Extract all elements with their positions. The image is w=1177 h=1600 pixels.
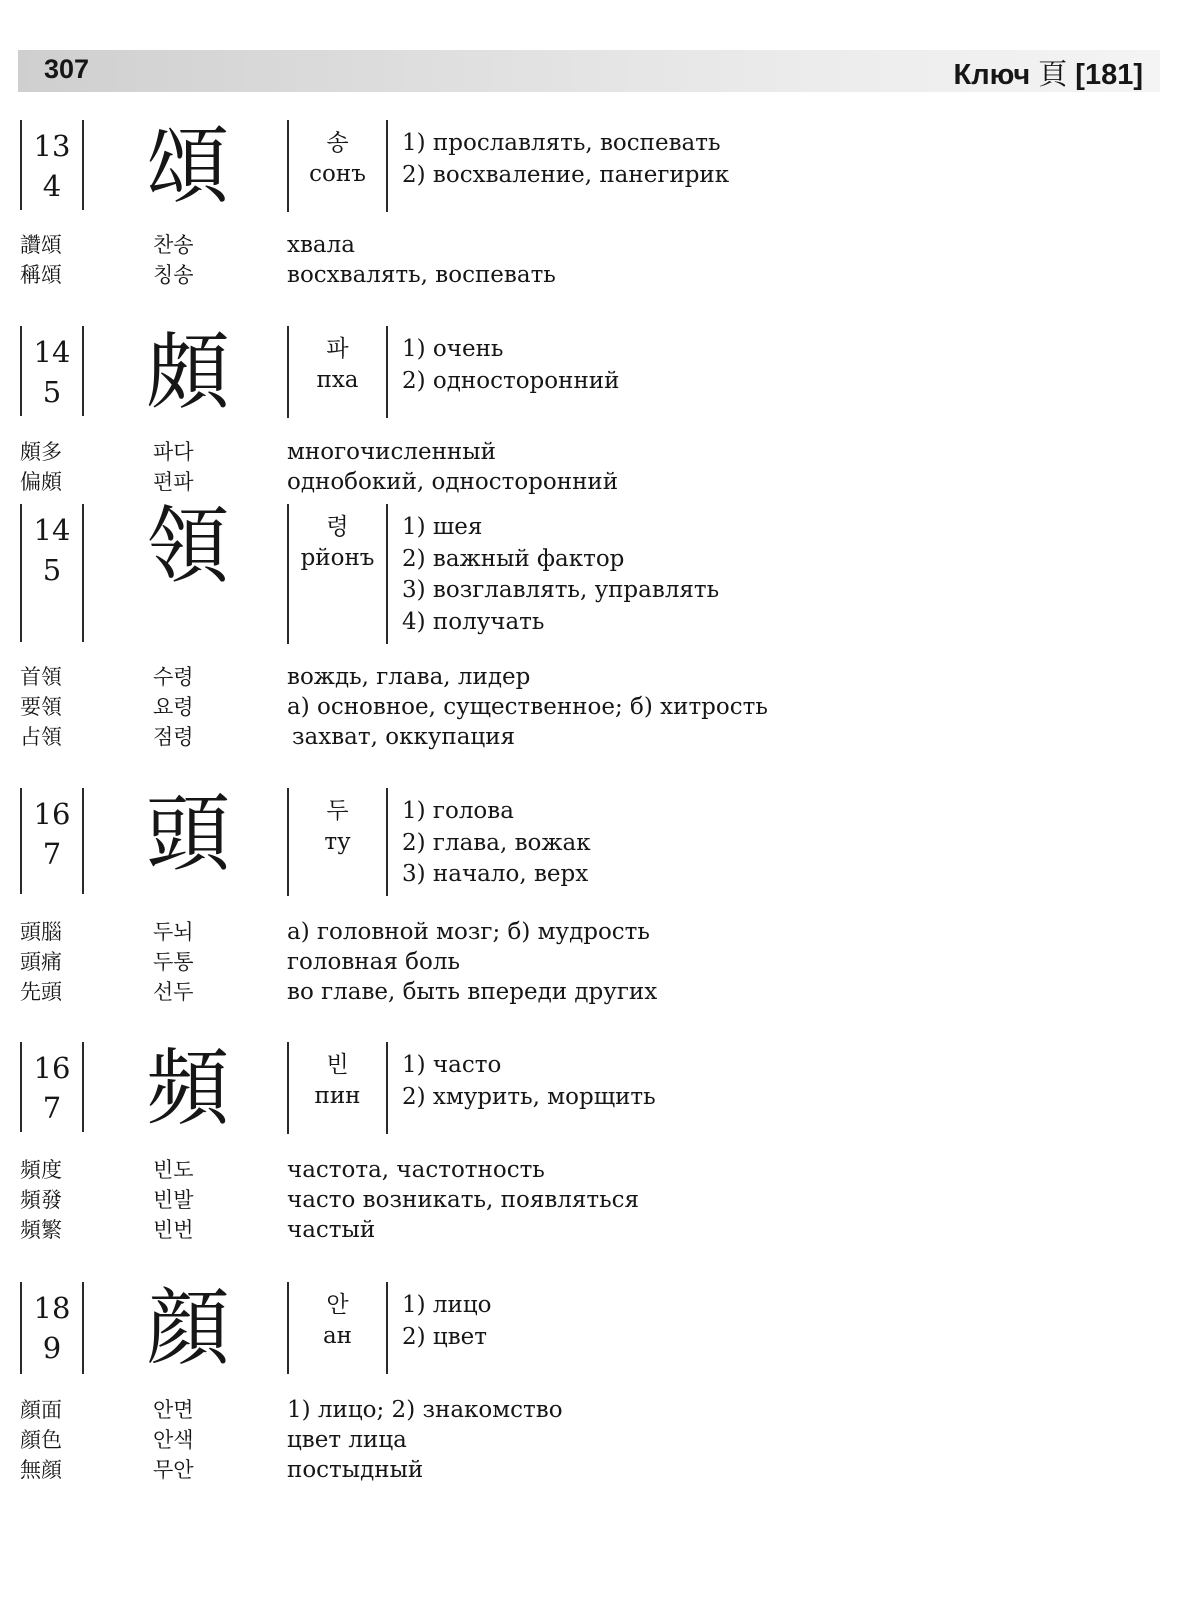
compound-translation: а) головной мозг; б) мудрость [287, 919, 650, 945]
transliteration: ту [324, 829, 351, 855]
compound-hanzi: 頭痛 [20, 950, 62, 974]
extra-strokes: 5 [42, 375, 62, 409]
compound-hangul: 두통 [153, 950, 194, 974]
compound-translation: захват, оккупация [292, 724, 516, 750]
total-strokes: 16 [33, 797, 71, 831]
compound-row [0, 230, 1177, 260]
compound-hanzi: 頭腦 [20, 920, 62, 944]
meaning: 3) возглавлять, управлять [402, 577, 720, 603]
extra-strokes: 5 [42, 553, 62, 587]
compound-translation: а) основное, существенное; б) хитрость [287, 694, 768, 720]
compound-row [0, 977, 1177, 1007]
meaning: 1) прославлять, воспевать [402, 130, 721, 156]
compound-hanzi: 先頭 [20, 980, 62, 1004]
meanings-list [402, 512, 719, 638]
compound-hanzi: 偏頗 [20, 470, 62, 494]
compound-list [0, 917, 1177, 1007]
meaning: 2) глава, вожак [402, 829, 591, 856]
compound-hangul: 파다 [153, 440, 194, 464]
compound-hangul: 선두 [153, 980, 194, 1004]
meanings-list [402, 1050, 656, 1113]
meaning: 2) цвет [402, 1323, 487, 1350]
compound-hangul: 빈도 [153, 1158, 194, 1182]
compound-hangul: 편파 [153, 470, 194, 494]
total-strokes: 14 [33, 335, 71, 369]
compound-list [0, 662, 1177, 752]
key-radical-char: 頁 [1038, 57, 1068, 91]
compound-hangul: 두뇌 [153, 920, 194, 944]
meaning: 1) лицо [402, 1292, 492, 1318]
compound-row [0, 692, 1177, 722]
key-radical-number: [181] [1075, 59, 1143, 91]
compound-hangul: 무안 [153, 1458, 194, 1482]
hangul-reading: 두 [326, 798, 349, 824]
compound-translation: вождь, глава, лидер [287, 664, 531, 690]
compound-translation: часто возникать, появляться [287, 1187, 640, 1213]
compound-hangul: 안색 [153, 1428, 194, 1452]
reading-box [287, 326, 388, 418]
compound-row [0, 947, 1177, 977]
meaning: 1) шея [402, 514, 483, 540]
compound-row [0, 1395, 1177, 1425]
hangul-reading: 안 [326, 1292, 349, 1318]
compound-hanzi: 無顔 [20, 1458, 62, 1482]
reading-box [287, 1042, 388, 1134]
compound-list [0, 437, 1177, 497]
compound-row [0, 917, 1177, 947]
meaning: 4) получать [402, 608, 545, 635]
total-strokes: 14 [33, 513, 71, 547]
compound-list [0, 1155, 1177, 1245]
compound-row [0, 662, 1177, 692]
compound-translation: хвала [287, 232, 355, 258]
meaning: 2) односторонний [402, 367, 620, 394]
extra-strokes: 7 [42, 1091, 62, 1125]
compound-row [0, 260, 1177, 290]
stroke-count-box [20, 1042, 84, 1132]
headword-character: 頭 [145, 785, 230, 883]
hangul-reading: 송 [326, 130, 349, 156]
stroke-count-box [20, 504, 84, 642]
total-strokes: 16 [33, 1051, 71, 1085]
compound-hangul: 점령 [153, 725, 194, 749]
headword-character: 頗 [145, 323, 230, 421]
hangul-reading: 빈 [326, 1052, 349, 1078]
compound-translation: частый [287, 1217, 376, 1243]
transliteration: пин [314, 1083, 361, 1109]
compound-hanzi: 頻發 [20, 1188, 62, 1212]
compound-row [0, 1215, 1177, 1245]
total-strokes: 13 [33, 129, 71, 163]
compound-hangul: 칭송 [153, 263, 194, 287]
compound-hangul: 찬송 [153, 233, 194, 257]
transliteration: сонъ [309, 161, 366, 187]
compound-translation: постыдный [287, 1457, 424, 1483]
radical-key-label [954, 52, 1143, 93]
transliteration: пха [316, 367, 359, 393]
compound-translation: 1) лицо; 2) знакомство [287, 1397, 563, 1423]
compound-hanzi: 占領 [20, 725, 62, 749]
stroke-count-box [20, 326, 84, 416]
page-number: 307 [44, 54, 90, 84]
headword-character: 顔 [145, 1279, 230, 1377]
meaning: 2) восхваление, панегирик [402, 161, 730, 188]
reading-box [287, 788, 388, 896]
meaning: 1) часто [402, 1052, 502, 1078]
compound-hanzi: 顔面 [20, 1398, 62, 1422]
compound-row [0, 437, 1177, 467]
compound-row [0, 1425, 1177, 1455]
compound-row [0, 1455, 1177, 1485]
compound-translation: частота, частотность [287, 1157, 545, 1183]
compound-hanzi: 頻度 [20, 1158, 62, 1182]
compound-translation: однобокий, односторонний [287, 469, 619, 495]
compound-hangul: 요령 [153, 695, 194, 719]
compound-row [0, 467, 1177, 497]
meaning: 1) голова [402, 798, 514, 824]
compound-row [0, 1185, 1177, 1215]
compound-list [0, 1395, 1177, 1485]
compound-hanzi: 稱頌 [20, 263, 62, 287]
compound-hanzi: 首領 [20, 665, 62, 689]
compound-hangul: 빈번 [153, 1218, 194, 1242]
compound-hanzi: 讚頌 [20, 233, 62, 257]
meaning: 2) хмурить, морщить [402, 1083, 656, 1110]
hangul-reading: 령 [326, 514, 349, 540]
compound-hanzi: 頻繁 [20, 1218, 62, 1242]
meaning: 3) начало, верх [402, 861, 589, 887]
extra-strokes: 9 [42, 1331, 62, 1365]
compound-translation: многочисленный [287, 439, 496, 465]
compound-hanzi: 要領 [20, 695, 62, 719]
headword-character: 頌 [145, 117, 230, 215]
compound-hangul: 수령 [153, 665, 194, 689]
stroke-count-box [20, 120, 84, 210]
extra-strokes: 4 [42, 169, 62, 203]
headword-character: 領 [145, 497, 230, 595]
reading-box [287, 120, 388, 212]
transliteration: рйонъ [300, 545, 375, 571]
compound-row [0, 722, 1177, 752]
reading-box [287, 1282, 388, 1374]
compound-hanzi: 頗多 [20, 440, 62, 464]
meaning: 2) важный фактор [402, 545, 625, 572]
stroke-count-box [20, 788, 84, 894]
meanings-list [402, 1290, 492, 1353]
meanings-list [402, 796, 591, 891]
compound-translation: головная боль [287, 949, 460, 975]
compound-list [0, 230, 1177, 290]
headword-character: 頻 [145, 1039, 230, 1137]
compound-translation: во главе, быть впереди других [287, 979, 658, 1005]
hangul-reading: 파 [326, 336, 349, 362]
compound-hanzi: 顔色 [20, 1428, 62, 1452]
compound-translation: восхвалять, воспевать [287, 262, 556, 288]
extra-strokes: 7 [42, 837, 62, 871]
compound-hangul: 안면 [153, 1398, 194, 1422]
transliteration: ан [322, 1323, 353, 1349]
meaning: 1) очень [402, 336, 504, 362]
compound-row [0, 1155, 1177, 1185]
reading-box [287, 504, 388, 644]
meanings-list [402, 334, 619, 397]
meanings-list [402, 128, 729, 191]
key-prefix: Ключ [953, 59, 1031, 91]
compound-translation: цвет лица [287, 1427, 407, 1453]
total-strokes: 18 [33, 1291, 71, 1325]
compound-hangul: 빈발 [153, 1188, 194, 1212]
stroke-count-box [20, 1282, 84, 1374]
